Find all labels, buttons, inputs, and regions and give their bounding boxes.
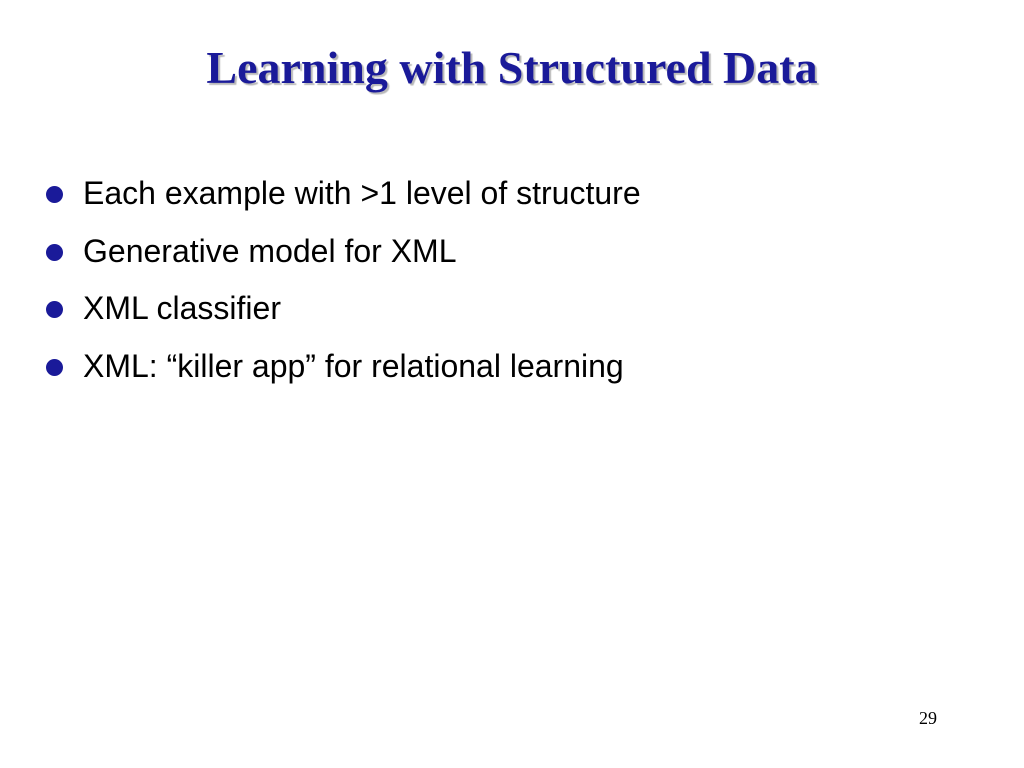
bullet-text: Generative model for XML — [83, 232, 457, 269]
bullet-text: XML: “killer app” for relational learning — [83, 347, 624, 384]
bullet-list — [46, 165, 641, 395]
bullet-item — [46, 165, 641, 223]
bullet-dot-icon — [46, 301, 63, 318]
bullet-item — [46, 223, 641, 281]
bullet-text: XML classifier — [83, 290, 281, 327]
page-number: 29 — [919, 708, 937, 728]
bullet-dot-icon — [46, 186, 63, 203]
slide-title: Learning with Structured Data — [206, 42, 818, 93]
bullet-item — [46, 280, 641, 338]
bullet-dot-icon — [46, 244, 63, 261]
bullet-item — [46, 338, 641, 396]
bullet-text: Each example with >1 level of structure — [83, 175, 641, 212]
bullet-dot-icon — [46, 359, 63, 376]
